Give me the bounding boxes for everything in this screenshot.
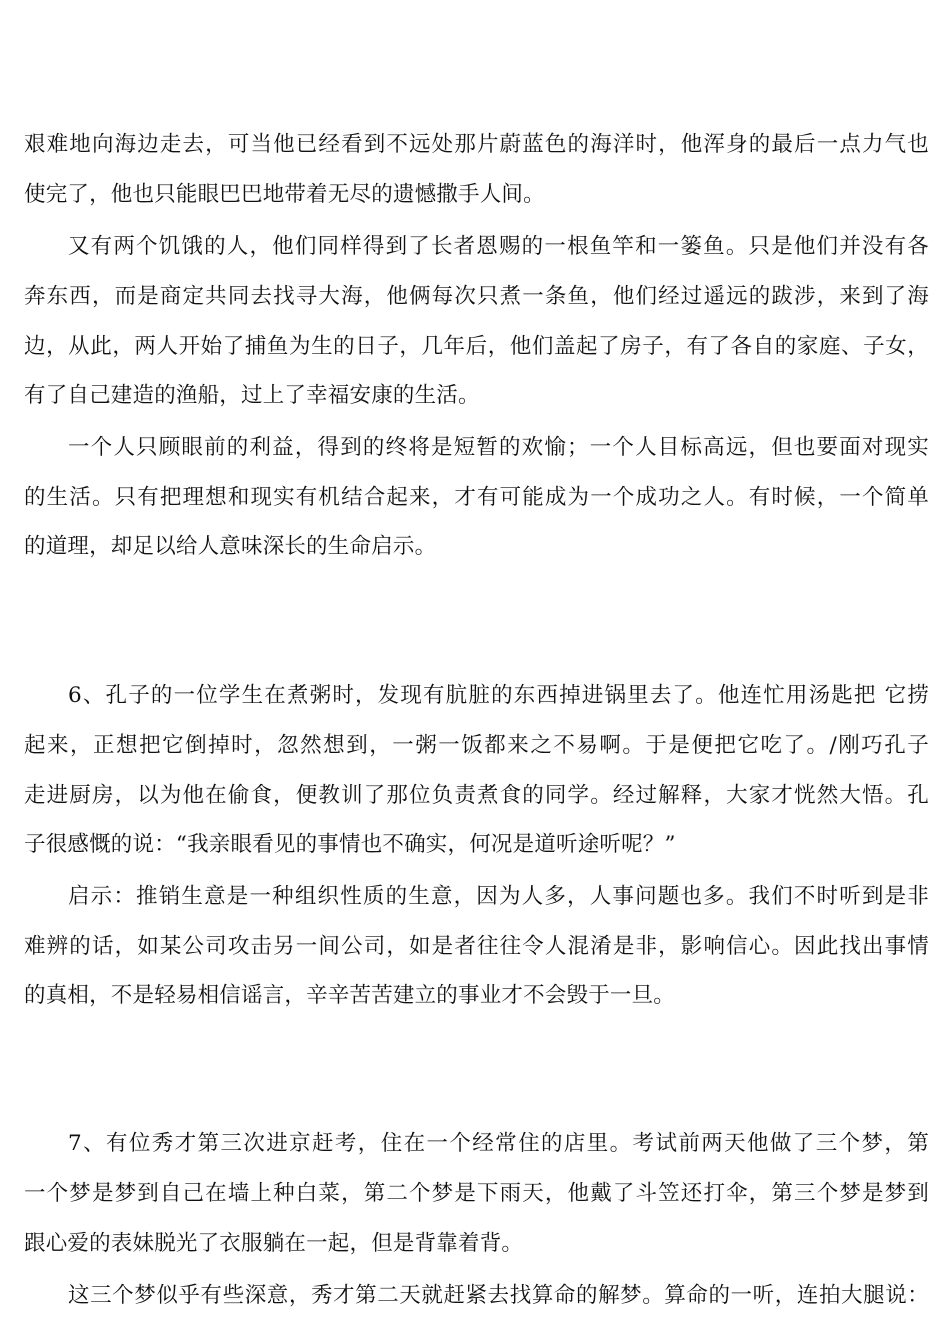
text-line: 使完了，他也只能眼巴巴地带着无尽的遗憾撒手人间。 [24,182,545,207]
text-line: 有了自己建造的渔船，过上了幸福安康的生活。 [24,383,480,408]
text-line: 一个梦是梦到自己在墙上种白菜，第二个梦是下雨天，他戴了斗笠还打伞，第三个梦是梦到 [24,1181,929,1206]
text-line: 的道理，却足以给人意味深长的生命启示。 [24,534,437,559]
text-line: 又有两个饥饿的人，他们同样得到了长者恩赐的一根鱼竿和一篓鱼。只是他们并没有各 [68,234,929,259]
text-line: 一个人只顾眼前的利益，得到的终将是短暂的欢愉；一个人目标高远，但也要面对现实 [68,435,929,460]
text-line: 走进厨房，以为他在偷食，便教训了那位负责煮食的同学。经过解释，大家才恍然大悟。孔 [24,783,929,808]
text-line: 的真相，不是轻易相信谣言，辛辛苦苦建立的事业才不会毁于一旦。 [24,983,676,1008]
text-line: 奔东西，而是商定共同去找寻大海，他俩每次只煮一条鱼，他们经过遥远的跋涉，来到了海 [24,284,929,309]
text-line: 子很感慨的说：“我亲眼看见的事情也不确实，何况是道听途听呢？” [24,832,676,857]
text-line: 难辨的话，如某公司攻击另一间公司，如是者往往令人混淆是非，影响信心。因此找出事情 [24,934,929,959]
text-line: 的生活。只有把理想和现实有机结合起来，才有可能成为一个成功之人。有时候，一个简单 [24,485,929,510]
text-line: 边，从此，两人开始了捕鱼为生的日子，几年后，他们盖起了房子，有了各自的家庭、子女， [24,334,929,359]
text-line: 起来，正想把它倒掉时，忽然想到，一粥一饭都来之不易啊。于是便把它吃了。/刚巧孔子 [24,733,929,758]
text-line: 启示：推销生意是一种组织性质的生意，因为人多，人事问题也多。我们不时听到是非 [68,884,929,909]
text-line: 7、有位秀才第三次进京赶考，住在一个经常住的店里。考试前两天他做了三个梦，第 [68,1131,929,1156]
text-line: 艰难地向海边走去，可当他已经看到不远处那片蔚蓝色的海洋时，他浑身的最后一点力气也 [24,132,929,157]
text-line: 这三个梦似乎有些深意，秀才第二天就赶紧去找算命的解梦。算命的一听，连拍大腿说： [68,1283,929,1308]
text-line: 6、孔子的一位学生在煮粥时，发现有肮脏的东西掉进锅里去了。他连忙用汤匙把 它捞 [68,683,929,708]
text-line: 跟心爱的表妹脱光了衣服躺在一起，但是背靠着背。 [24,1231,524,1256]
